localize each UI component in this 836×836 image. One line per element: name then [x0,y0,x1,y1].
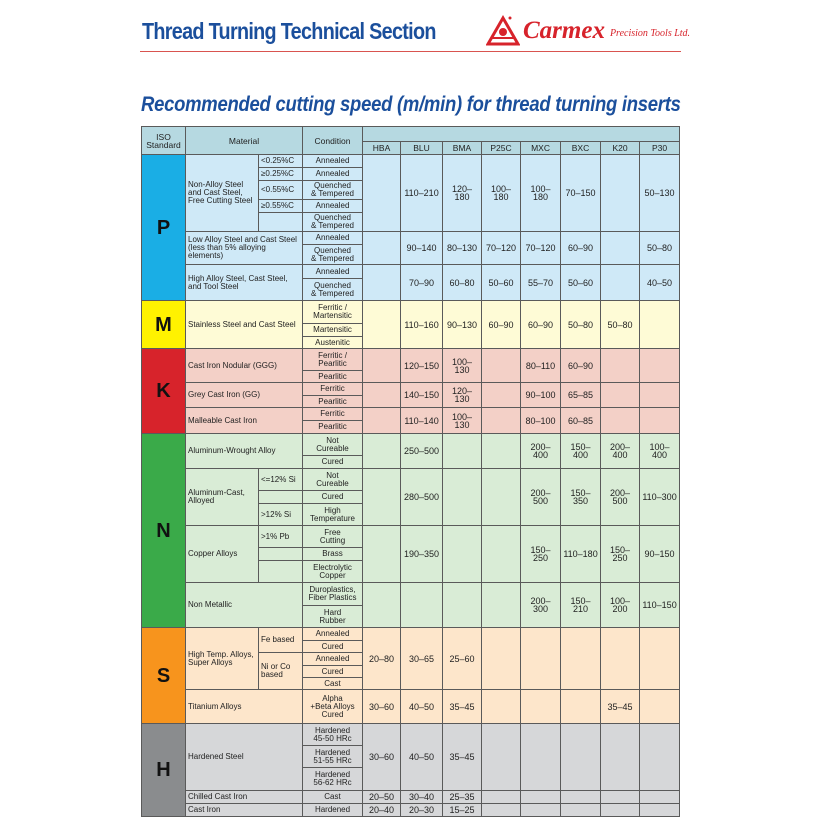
speed-value-cell: 140–150 [401,383,443,408]
speed-value-cell: 20–40 [363,804,401,817]
material-subclass-cell: Ni or Co based [259,653,303,690]
speed-value-cell [363,232,401,265]
speed-value-cell [482,791,521,804]
speed-value-cell [521,724,561,791]
speed-value-cell [601,724,640,791]
condition-cell: Quenched & Tempered [303,245,363,265]
table-row [142,155,680,168]
section-subtitle: Recommended cutting speed (m/min) for thread turning inserts [141,93,681,116]
iso-group-m: M [142,301,186,349]
iso-group-h: H [142,724,186,817]
material-cell: Hardened Steel [186,724,303,791]
speed-value-cell: 110–180 [561,526,601,583]
table-row [142,526,680,548]
speed-value-cell [363,583,401,628]
speed-value-cell: 120–130 [443,383,482,408]
material-cell: Aluminum-Cast, Alloyed [186,469,259,526]
condition-cell: Hard Rubber [303,606,363,628]
speed-value-cell: 60–80 [443,265,482,301]
header-material: Material [186,127,303,155]
material-subclass-cell [259,491,303,504]
speed-value-cell: 90–140 [401,232,443,265]
material-cell: Low Alloy Steel and Cast Steel (less than 5% alloying elements) [186,232,303,265]
speed-value-cell: 60–90 [482,301,521,349]
condition-cell: Duroplastics, Fiber Plastics [303,583,363,606]
condition-cell: Austenitic [303,337,363,349]
condition-cell: Annealed [303,628,363,641]
speed-value-cell [363,434,401,469]
speed-value-cell: 50–80 [561,301,601,349]
material-subclass-cell [259,561,303,583]
condition-cell: Hardened 45-50 HRc [303,724,363,746]
material-cell: Non-Alloy Steel and Cast Steel, Free Cutting Steel [186,155,259,232]
material-cell: High Alloy Steel, Cast Steel, and Tool Steel [186,265,303,301]
speed-value-cell [482,526,521,583]
speed-value-cell [363,301,401,349]
speed-value-cell: 280–500 [401,469,443,526]
speed-value-cell [482,434,521,469]
speed-value-cell [521,690,561,724]
material-subclass-cell [259,213,303,232]
speed-value-cell [363,526,401,583]
speed-value-cell [601,349,640,383]
speed-value-cell: 90–100 [521,383,561,408]
speed-value-cell: 110–160 [401,301,443,349]
table-row [142,408,680,421]
speed-value-cell [561,791,601,804]
condition-cell: Quenched & Tempered [303,181,363,200]
material-cell: Aluminum-Wrought Alloy [186,434,303,469]
speed-value-cell: 30–60 [363,724,401,791]
speed-value-cell: 70–150 [561,155,601,232]
speed-value-cell: 60–90 [561,232,601,265]
table-row [142,724,680,746]
condition-cell: Cured [303,491,363,504]
speed-value-cell [640,301,680,349]
speed-value-cell [601,628,640,690]
material-subclass-cell: ≥0.55%C [259,200,303,213]
speed-value-cell [401,583,443,628]
speed-value-cell: 60–85 [561,408,601,434]
speed-value-cell: 100–200 [601,583,640,628]
condition-cell: Pearlitic [303,421,363,434]
speed-value-cell [443,469,482,526]
speed-value-cell: 35–45 [601,690,640,724]
speed-value-cell: 200–400 [601,434,640,469]
condition-cell: Quenched & Tempered [303,213,363,232]
material-subclass-cell [259,548,303,561]
speed-value-cell: 35–45 [443,690,482,724]
speed-value-cell: 30–65 [401,628,443,690]
speed-value-cell: 80–130 [443,232,482,265]
speed-value-cell: 150–250 [521,526,561,583]
condition-cell: Ferritic / Pearlitic [303,349,363,371]
speed-value-cell [640,724,680,791]
speed-value-cell [601,155,640,232]
speed-value-cell: 25–60 [443,628,482,690]
material-cell: Malleable Cast Iron [186,408,303,434]
speed-value-cell: 80–100 [521,408,561,434]
condition-cell: Quenched & Tempered [303,279,363,301]
header-grade-hba: HBA [363,142,401,155]
speed-value-cell: 55–70 [521,265,561,301]
iso-group-s: S [142,628,186,724]
speed-value-cell: 100–130 [443,349,482,383]
speed-value-cell: 100–130 [443,408,482,434]
material-cell: Stainless Steel and Cast Steel [186,301,303,349]
speed-value-cell: 65–85 [561,383,601,408]
speed-value-cell [640,804,680,817]
table-row [142,791,680,804]
speed-value-cell [640,791,680,804]
header-grades-band [363,127,680,142]
speed-value-cell: 150–350 [561,469,601,526]
header-grade-bxc: BXC [561,142,601,155]
speed-value-cell [482,628,521,690]
speed-value-cell [363,469,401,526]
material-cell: High Temp. Alloys, Super Alloys [186,628,259,690]
speed-value-cell [443,526,482,583]
speed-value-cell [482,408,521,434]
speed-value-cell: 60–90 [521,301,561,349]
speed-value-cell: 35–45 [443,724,482,791]
material-subclass-cell: <0.25%C [259,155,303,168]
speed-value-cell: 25–35 [443,791,482,804]
speed-value-cell: 80–110 [521,349,561,383]
condition-cell: Annealed [303,653,363,666]
speed-value-cell: 200–400 [521,434,561,469]
speed-value-cell [363,155,401,232]
speed-value-cell [363,383,401,408]
table-row [142,469,680,491]
table-row [142,434,680,456]
speed-value-cell: 110–300 [640,469,680,526]
speed-value-cell: 30–60 [363,690,401,724]
speed-value-cell [482,804,521,817]
table-row [142,301,680,324]
speed-value-cell: 110–150 [640,583,680,628]
speed-value-cell [443,583,482,628]
condition-cell: Pearlitic [303,371,363,383]
speed-value-cell [482,583,521,628]
speed-value-cell [561,724,601,791]
header-grade-bma: BMA [443,142,482,155]
speed-value-cell [640,383,680,408]
speed-value-cell [482,383,521,408]
material-subclass-cell: Fe based [259,628,303,653]
speed-value-cell [521,628,561,690]
material-cell: Non Metallic [186,583,303,628]
carmex-logo [486,10,690,46]
speed-value-cell [482,690,521,724]
condition-cell: Ferritic [303,408,363,421]
speed-value-cell [640,628,680,690]
condition-cell: Hardened 56-62 HRc [303,768,363,791]
speed-value-cell: 110–140 [401,408,443,434]
iso-group-p: P [142,155,186,301]
condition-cell: Ferritic / Martensitic [303,301,363,324]
material-cell: Cast Iron [186,804,303,817]
condition-cell: Cured [303,456,363,469]
speed-value-cell: 20–30 [401,804,443,817]
speed-value-cell [561,690,601,724]
material-cell: Chilled Cast Iron [186,791,303,804]
speed-value-cell: 90–130 [443,301,482,349]
condition-cell: Martensitic [303,324,363,337]
table-row [142,349,680,371]
speed-value-cell [561,628,601,690]
condition-cell: Annealed [303,265,363,279]
table-row [142,804,680,817]
speed-value-cell [640,690,680,724]
condition-cell: Annealed [303,168,363,181]
speed-value-cell: 190–350 [401,526,443,583]
page-title: Thread Turning Technical Section [142,18,436,44]
condition-cell: High Temperature [303,504,363,526]
cutting-speed-table [141,126,680,817]
speed-value-cell: 40–50 [401,724,443,791]
speed-value-cell: 100–180 [482,155,521,232]
condition-cell: Cast [303,678,363,690]
speed-value-cell: 110–210 [401,155,443,232]
speed-value-cell: 200–300 [521,583,561,628]
material-cell: Copper Alloys [186,526,259,583]
material-cell: Grey Cast Iron (GG) [186,383,303,408]
speed-value-cell [601,232,640,265]
speed-value-cell: 50–80 [640,232,680,265]
iso-group-k: K [142,349,186,434]
condition-cell: Cured [303,641,363,653]
speed-value-cell [482,349,521,383]
condition-cell: Pearlitic [303,396,363,408]
speed-value-cell: 120–150 [401,349,443,383]
condition-cell: Brass [303,548,363,561]
speed-value-cell [363,408,401,434]
speed-value-cell [601,791,640,804]
header-grade-mxc: MXC [521,142,561,155]
material-subclass-cell: <=12% Si [259,469,303,491]
speed-value-cell [521,804,561,817]
carmex-triangle-icon [486,14,520,46]
speed-value-cell: 70–90 [401,265,443,301]
speed-value-cell: 70–120 [521,232,561,265]
speed-value-cell [482,469,521,526]
condition-cell: Alpha +Beta Alloys Cured [303,690,363,724]
speed-value-cell: 90–150 [640,526,680,583]
speed-value-cell: 40–50 [401,690,443,724]
speed-value-cell: 150–210 [561,583,601,628]
speed-value-cell [601,408,640,434]
speed-value-cell: 30–40 [401,791,443,804]
speed-value-cell: 20–50 [363,791,401,804]
speed-value-cell: 50–130 [640,155,680,232]
speed-value-cell: 60–90 [561,349,601,383]
speed-value-cell: 20–80 [363,628,401,690]
speed-value-cell [601,804,640,817]
speed-value-cell [482,724,521,791]
condition-cell: Not Cureable [303,469,363,491]
speed-value-cell: 120–180 [443,155,482,232]
condition-cell: Annealed [303,155,363,168]
condition-cell: Annealed [303,232,363,245]
speed-value-cell: 200–500 [521,469,561,526]
header-grade-k20: K20 [601,142,640,155]
condition-cell: Hardened [303,804,363,817]
condition-cell: Cured [303,666,363,678]
header-divider [140,51,681,52]
header-condition: Condition [303,127,363,155]
iso-group-n: N [142,434,186,628]
material-subclass-cell: ≥0.25%C [259,168,303,181]
speed-value-cell [640,408,680,434]
speed-value-cell [363,265,401,301]
condition-cell: Ferritic [303,383,363,396]
speed-value-cell [640,349,680,383]
speed-value-cell [601,265,640,301]
material-subclass-cell: <0.55%C [259,181,303,200]
condition-cell: Free Cutting [303,526,363,548]
logo-tagline: Precision Tools Ltd. [609,28,691,39]
material-subclass-cell: >1% Pb [259,526,303,548]
condition-cell: Cast [303,791,363,804]
speed-value-cell [561,804,601,817]
speed-value-cell: 200–500 [601,469,640,526]
table-row [142,232,680,245]
material-subclass-cell: >12% Si [259,504,303,526]
material-cell: Titanium Alloys [186,690,303,724]
speed-value-cell: 150–400 [561,434,601,469]
table-row [142,583,680,606]
table-row [142,690,680,724]
speed-value-cell [443,434,482,469]
condition-cell: Not Cureable [303,434,363,456]
speed-value-cell: 50–60 [561,265,601,301]
speed-value-cell: 70–120 [482,232,521,265]
speed-value-cell [363,349,401,383]
speed-value-cell: 40–50 [640,265,680,301]
table-row [142,383,680,396]
speed-value-cell: 100–400 [640,434,680,469]
speed-value-cell: 250–500 [401,434,443,469]
condition-cell: Annealed [303,200,363,213]
speed-value-cell: 15–25 [443,804,482,817]
material-cell: Cast Iron Nodular (GGG) [186,349,303,383]
speed-value-cell [521,791,561,804]
header-grade-blu: BLU [401,142,443,155]
table-row [142,265,680,279]
speed-value-cell [601,383,640,408]
header-grade-p25c: P25C [482,142,521,155]
table-row [142,628,680,641]
speed-value-cell: 150–250 [601,526,640,583]
header-iso-standard: ISO Standard [142,127,186,155]
speed-value-cell: 100–180 [521,155,561,232]
condition-cell: Electrolytic Copper [303,561,363,583]
condition-cell: Hardened 51-55 HRc [303,746,363,768]
header-grade-p30: P30 [640,142,680,155]
speed-value-cell: 50–80 [601,301,640,349]
logo-brand: Carmex [523,17,605,44]
speed-value-cell: 50–60 [482,265,521,301]
